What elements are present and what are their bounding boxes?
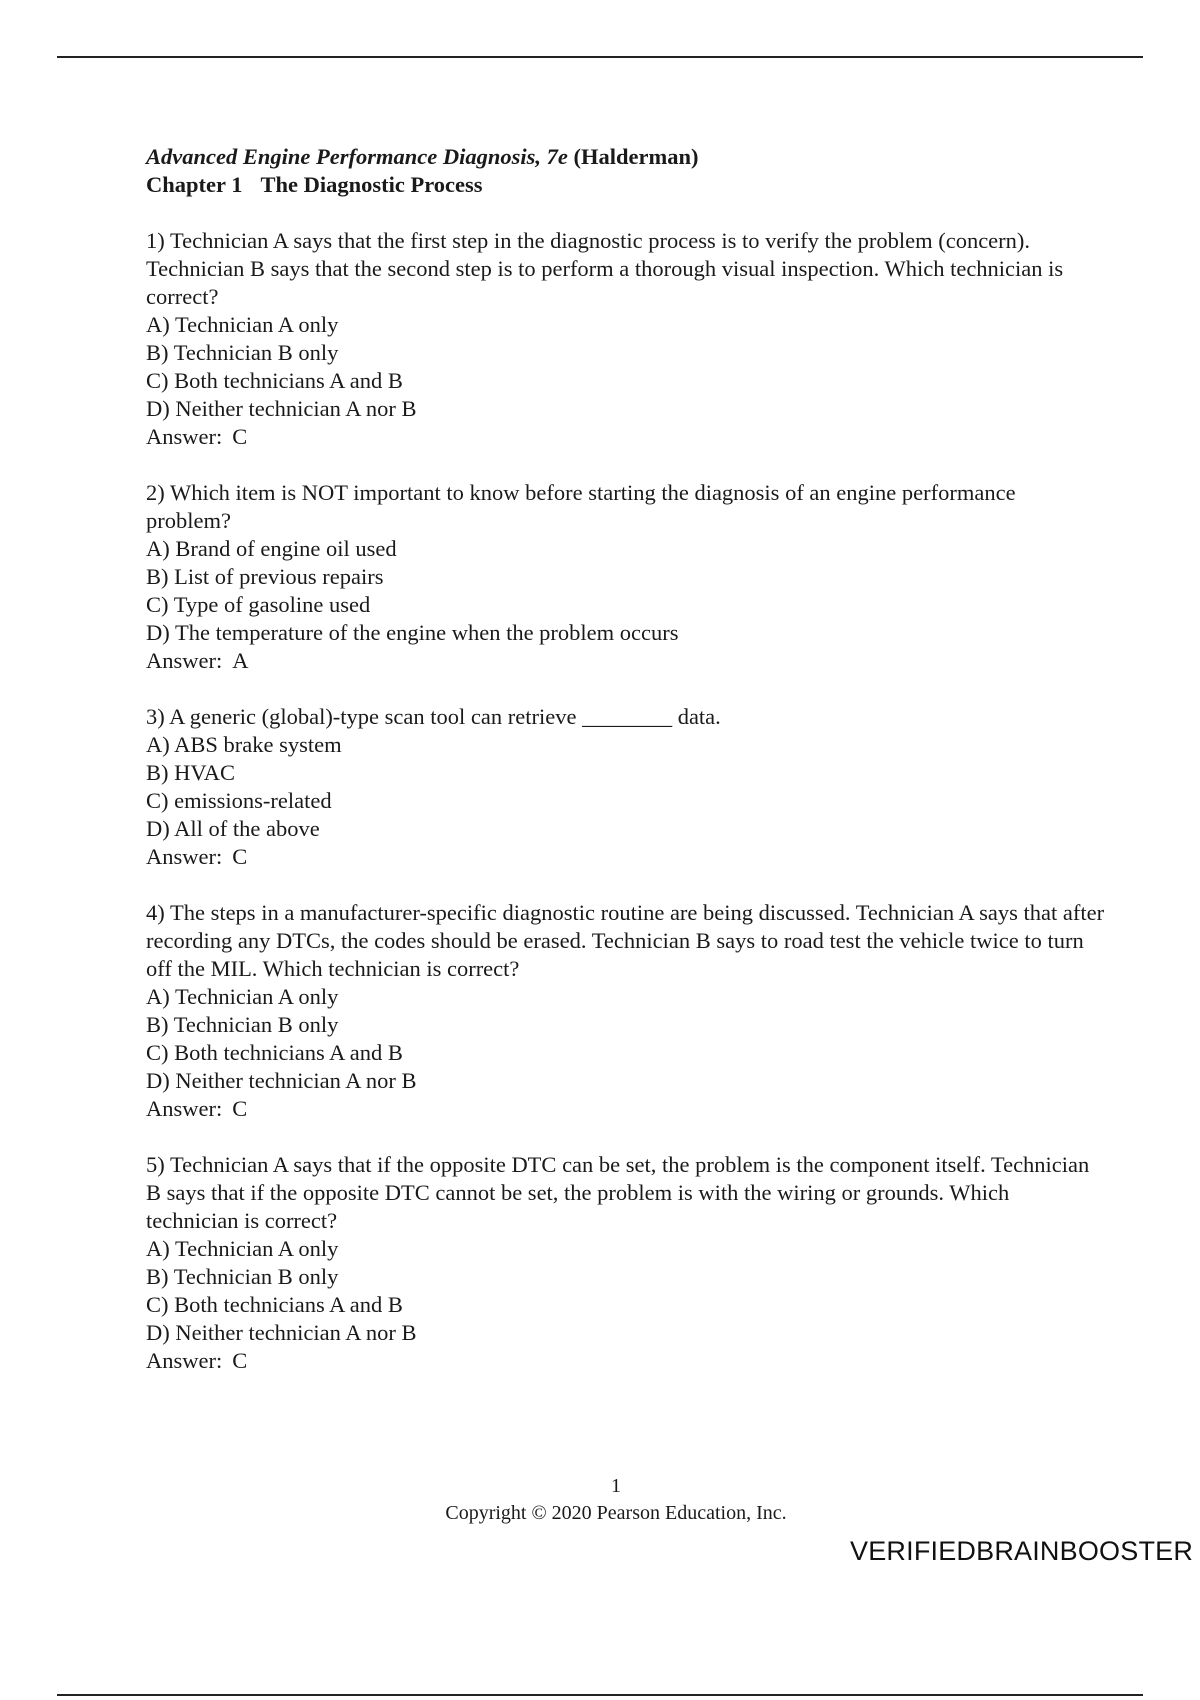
- chapter-heading: [146, 171, 1106, 199]
- option-b: B) Technician B only: [146, 340, 339, 365]
- page-footer: [0, 1473, 1200, 1527]
- copyright-notice: Copyright © 2020 Pearson Education, Inc.: [445, 1502, 787, 1524]
- answer-line: [146, 423, 1106, 451]
- chapter-title: The Diagnostic Process: [260, 172, 483, 197]
- answer-label: Answer:: [146, 424, 223, 449]
- book-title: [146, 143, 1106, 171]
- answer-label: Answer:: [146, 1096, 223, 1121]
- question-5: [146, 1151, 1106, 1375]
- book-author: (Halderman): [573, 144, 699, 169]
- option-c: C) Type of gasoline used: [146, 592, 371, 617]
- option-d: D) Neither technician A nor B: [146, 396, 417, 421]
- option-a: A) ABS brake system: [146, 732, 342, 757]
- option-b: B) Technician B only: [146, 1264, 339, 1289]
- option-c: C) Both technicians A and B: [146, 368, 403, 393]
- question-text: 1) Technician A says that the first step in the diagnostic process is to verify the problem (concern). Technician B says that the second step is to perform a thorough visual inspection. Which technician is correct?: [146, 228, 1064, 309]
- question-3: [146, 703, 1106, 871]
- answer-value: C: [232, 844, 248, 869]
- option-d: D) All of the above: [146, 816, 320, 841]
- question-2: [146, 479, 1106, 675]
- question-text: 2) Which item is NOT important to know before starting the diagnosis of an engine performance problem?: [146, 480, 1016, 533]
- question-4: [146, 899, 1106, 1123]
- answer-label: Answer:: [146, 844, 223, 869]
- answer-line: [146, 647, 1106, 675]
- question-1: [146, 227, 1106, 451]
- question-text: 5) Technician A says that if the opposite DTC can be set, the problem is the component itself. Technician B says that if the opposite DTC cannot be set, the problem is with the wiring or grounds. Which technician is correct?: [146, 1152, 1090, 1233]
- watermark-text: VERIFIEDBRAINBOOSTER: [850, 1536, 1194, 1566]
- bottom-rule: [57, 1694, 1143, 1696]
- option-d: D) Neither technician A nor B: [146, 1068, 417, 1093]
- option-c: C) Both technicians A and B: [146, 1040, 403, 1065]
- answer-line: [146, 843, 1106, 871]
- question-text: 3) A generic (global)-type scan tool can retrieve ________ data.: [146, 704, 721, 729]
- answer-label: Answer:: [146, 1348, 223, 1373]
- option-a: A) Brand of engine oil used: [146, 536, 397, 561]
- answer-line: [146, 1347, 1106, 1375]
- book-title-text: Advanced Engine Performance Diagnosis, 7e: [146, 144, 568, 169]
- option-d: D) Neither technician A nor B: [146, 1320, 417, 1345]
- option-c: C) emissions-related: [146, 788, 332, 813]
- answer-label: Answer:: [146, 648, 223, 673]
- chapter-label: Chapter 1: [146, 172, 243, 197]
- answer-value: C: [232, 424, 248, 449]
- answer-value: C: [232, 1096, 248, 1121]
- option-a: A) Technician A only: [146, 984, 339, 1009]
- document-body: [146, 143, 1106, 1375]
- question-text: 4) The steps in a manufacturer-specific diagnostic routine are being discussed. Technician A says that after recording any DTCs, the codes should be erased. Technician B says to road test the vehicle twice to turn off the MIL. Which technician is correct?: [146, 900, 1105, 981]
- answer-value: C: [232, 1348, 248, 1373]
- option-b: B) Technician B only: [146, 1012, 339, 1037]
- option-c: C) Both technicians A and B: [146, 1292, 403, 1317]
- top-rule: [57, 56, 1143, 58]
- option-b: B) List of previous repairs: [146, 564, 384, 589]
- option-d: D) The temperature of the engine when the problem occurs: [146, 620, 679, 645]
- option-b: B) HVAC: [146, 760, 235, 785]
- option-a: A) Technician A only: [146, 1236, 339, 1261]
- answer-value: A: [232, 648, 249, 673]
- option-a: A) Technician A only: [146, 312, 339, 337]
- page-number: 1: [611, 1475, 621, 1497]
- answer-line: [146, 1095, 1106, 1123]
